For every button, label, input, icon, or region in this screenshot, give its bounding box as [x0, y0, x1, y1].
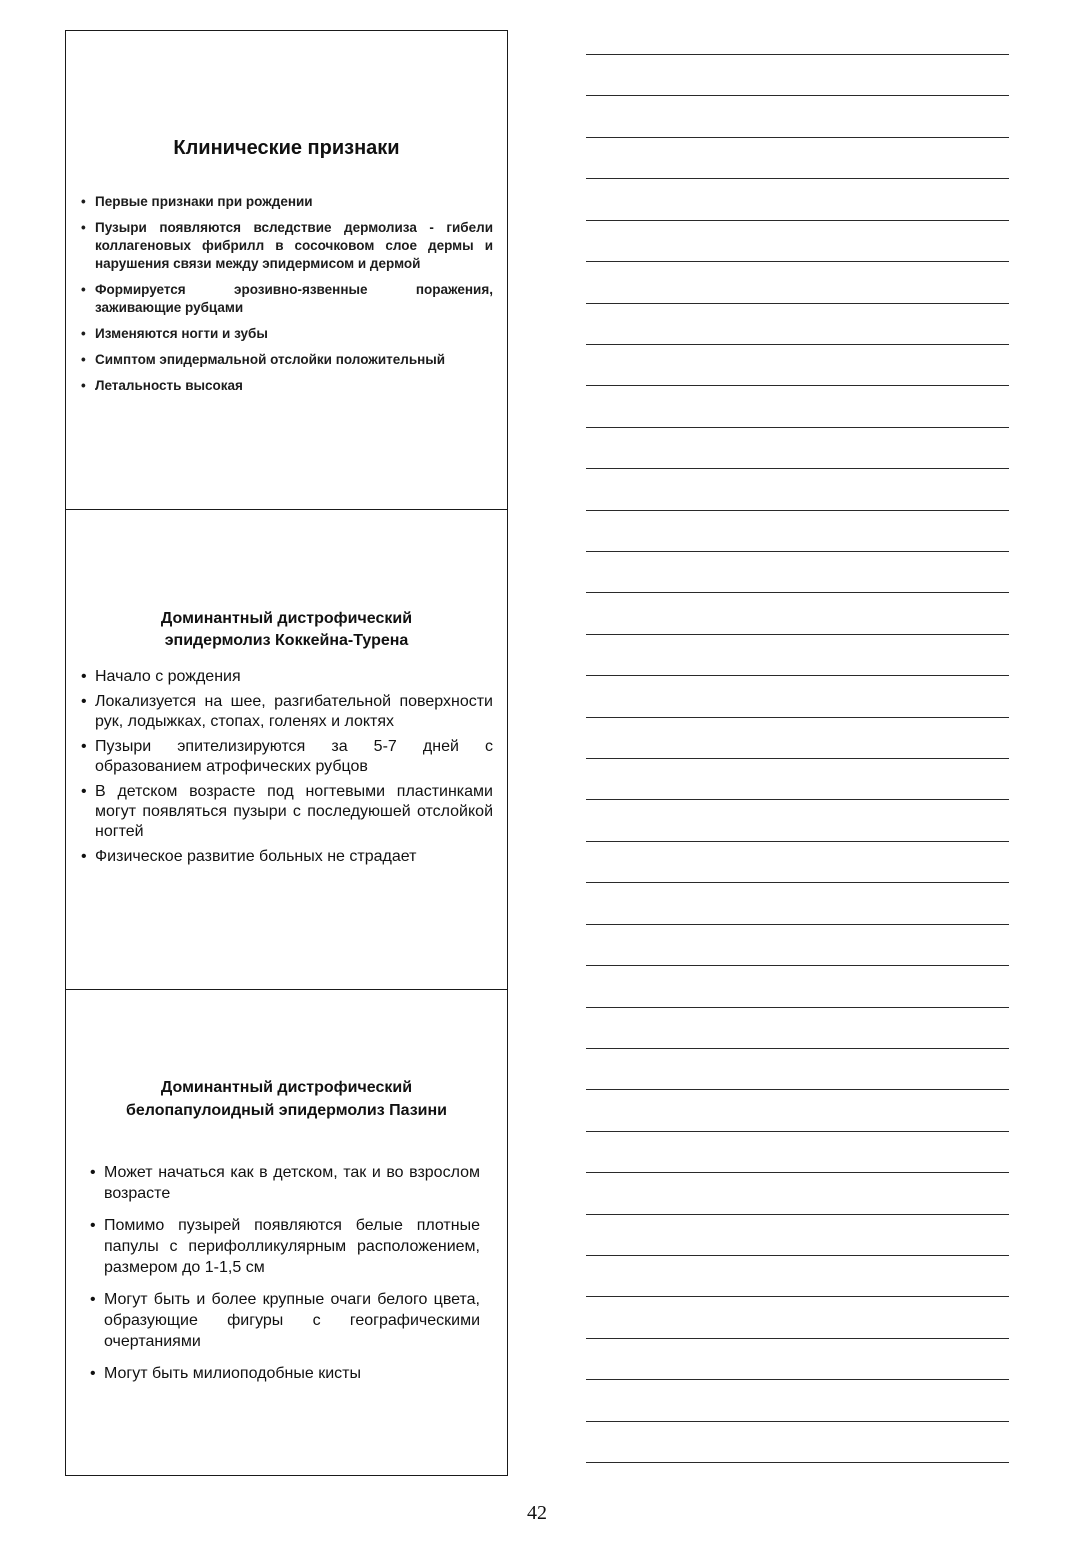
page-number: 42: [527, 1502, 547, 1524]
bullet-item: • Формируется эрозивно-язвенные поражения, заживающие рубцами: [95, 281, 493, 317]
bullet-item: • В детском возрасте под ногтевыми пластинками могут появляться пузыри с последуюшей отслойкой ногтей: [95, 782, 493, 842]
note-line: [586, 178, 1009, 179]
note-line: [586, 344, 1009, 345]
bullet-item: • Пузыри эпителизируются за 5-7 дней с образованием атрофических рубцов: [95, 737, 493, 777]
bullet-list: [95, 667, 493, 872]
note-line: [586, 634, 1009, 635]
note-line: [586, 1172, 1009, 1173]
note-line: [586, 1214, 1009, 1215]
bullet-item: • Изменяются ногти и зубы: [95, 325, 493, 343]
note-line: [586, 799, 1009, 800]
bullet-item: • Первые признаки при рождении: [95, 193, 493, 211]
note-line: [586, 551, 1009, 552]
slides-panel: [65, 30, 508, 1476]
note-line: [586, 965, 1009, 966]
note-line: [586, 137, 1009, 138]
note-line: [586, 758, 1009, 759]
note-line: [586, 882, 1009, 883]
note-line: [586, 1296, 1009, 1297]
slide-title: Доминантный дистрофический эпидермолиз Коккейна-Турена: [160, 610, 413, 649]
note-line: [586, 385, 1009, 386]
note-line: [586, 303, 1009, 304]
note-line: [586, 924, 1009, 925]
bullet-item: • Могут быть и более крупные очаги белого цвета, образующие фигуры с географическими очертаниями: [104, 1289, 480, 1352]
bullet-item: • Локализуется на шее, разгибательной поверхности рук, лодыжках, стопах, голенях и локтях: [95, 692, 493, 732]
bullet-list: [104, 1162, 480, 1395]
note-line: [586, 1089, 1009, 1090]
note-line: [586, 675, 1009, 676]
bullet-item: • Могут быть милиоподобные кисты: [104, 1363, 480, 1384]
bullet-list: [95, 193, 493, 403]
bullet-item: • Физическое развитие больных не страдает: [95, 847, 493, 867]
note-line: [586, 1048, 1009, 1049]
note-line: [586, 717, 1009, 718]
slide-clinical-signs: [66, 31, 507, 509]
note-line: [586, 841, 1009, 842]
note-line: [586, 1462, 1009, 1463]
slide-title: Клинические признаки: [173, 137, 400, 159]
note-line: [586, 1338, 1009, 1339]
note-line: [586, 1007, 1009, 1008]
note-line: [586, 1131, 1009, 1132]
bullet-item: • Симптом эпидермальной отслойки положительный: [95, 351, 493, 369]
bullet-item: • Пузыри появляются вследствие дермолиза - гибели коллагеновых фибрилл в сосочковом слое дермы и нарушения связи между эпидермисом и дермой: [95, 219, 493, 273]
note-line: [586, 427, 1009, 428]
bullet-item: • Может начаться как в детском, так и во взрослом возрасте: [104, 1162, 480, 1204]
note-line: [586, 95, 1009, 96]
note-line: [586, 1255, 1009, 1256]
note-line: [586, 54, 1009, 55]
bullet-item: • Летальность высокая: [95, 377, 493, 395]
slide-pasini: [66, 989, 507, 1477]
notes-lines: [586, 0, 1009, 1480]
note-line: [586, 220, 1009, 221]
note-line: [586, 510, 1009, 511]
note-line: [586, 1421, 1009, 1422]
note-line: [586, 261, 1009, 262]
note-line: [586, 468, 1009, 469]
slide-cockayne-touraine: [66, 509, 507, 989]
note-line: [586, 592, 1009, 593]
slide-title: Доминантный дистрофический белопапулоидный эпидермолиз Пазини: [126, 1079, 447, 1119]
bullet-item: • Помимо пузырей появляются белые плотные папулы с перифолликулярным расположением, размером до 1-1,5 см: [104, 1215, 480, 1278]
note-line: [586, 1379, 1009, 1380]
bullet-item: • Начало с рождения: [95, 667, 493, 687]
